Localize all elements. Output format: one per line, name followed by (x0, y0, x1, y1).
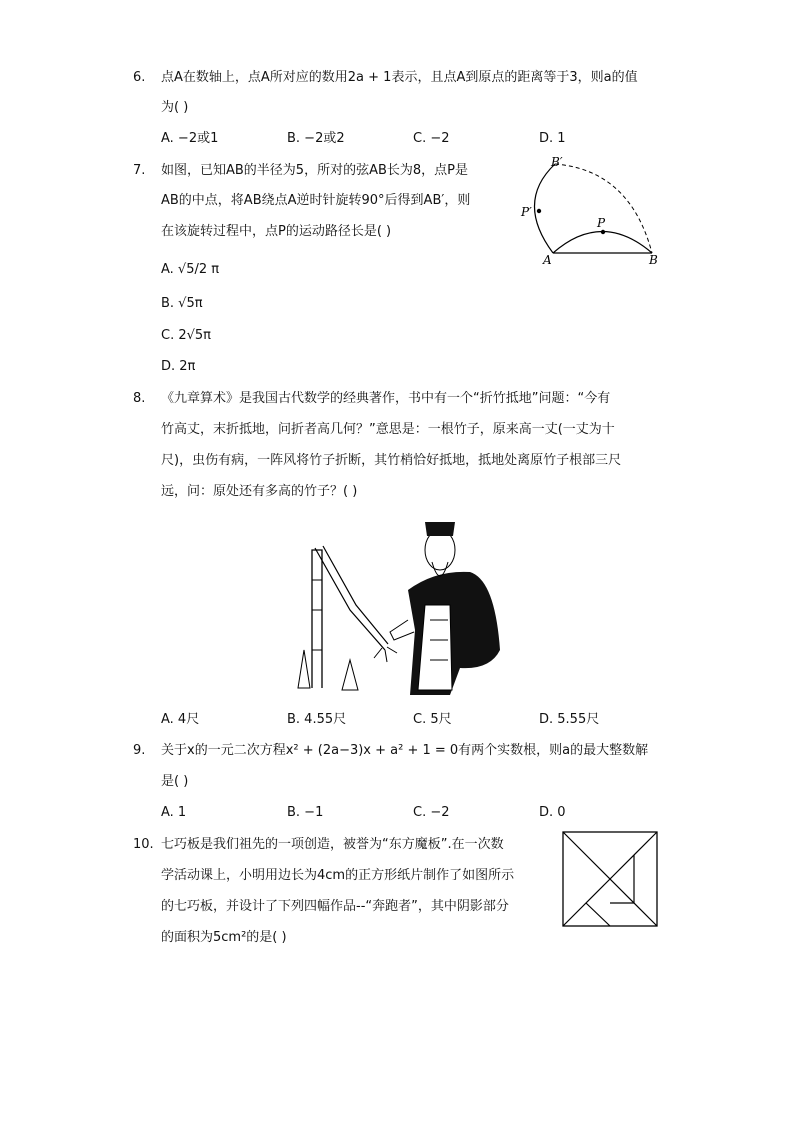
point-p-prime (537, 209, 541, 213)
q9-option-c[interactable]: C. −2 (413, 805, 450, 820)
q6-option-c[interactable]: C. −2 (413, 131, 450, 146)
q7-option-d[interactable]: D. 2π (161, 359, 196, 374)
q8-text-line3: 尺)，虫伤有病，一阵风将竹子折断，其竹梢恰好抵地，抵地处离原竹子根部三尺 (161, 453, 622, 468)
q10-text-line2: 学活动课上，小明用边长为4cm的正方形纸片制作了如图所示 (161, 868, 515, 883)
q7-text-line3: 在该旋转过程中，点P的运动路径长是( ) (161, 224, 392, 239)
q7-number: 7. (133, 163, 146, 178)
q8-text-line4: 远，问：原处还有多高的竹子？( ) (161, 484, 358, 499)
q9-option-b[interactable]: B. −1 (287, 805, 324, 820)
q6-text-line1: 点A在数轴上，点A所对应的数用2a + 1表示，且点A到原点的距离等于3，则a的值 (161, 70, 638, 85)
q8-number: 8. (133, 391, 146, 406)
label-p-prime: P′ (521, 205, 532, 219)
q9-text-line1: 关于x的一元二次方程x² + (2a−3)x + a² + 1 = 0有两个实数根，则a的最大整数解 (161, 743, 649, 758)
q10-text-line1: 七巧板是我们祖先的一项创造，被誉为“东方魔板”.在一次数 (161, 837, 504, 852)
q7-option-c[interactable]: C. 2√5π (161, 328, 211, 343)
q9-text-line2: 是( ) (161, 774, 189, 789)
q6-option-a[interactable]: A. −2或1 (161, 131, 219, 146)
point-p (601, 230, 605, 234)
q9-number: 9. (133, 743, 146, 758)
tangram-figure (562, 831, 658, 927)
q10-text-line4: 的面积为5cm²的是( ) (161, 930, 287, 945)
q8-text-line1: 《九章算术》是我国古代数学的经典著作，书中有一个“折竹抵地”问题：“今有 (161, 391, 611, 406)
q10-number: 10. (133, 837, 154, 852)
label-a: A (543, 253, 552, 267)
q7-option-b[interactable]: B. √5π (161, 296, 203, 311)
q7-text-line1: 如图，已知AB的半径为5，所对的弦AB长为8，点P是 (161, 163, 469, 178)
q8-option-c[interactable]: C. 5尺 (413, 712, 452, 727)
q7-option-a[interactable]: A. √5/2 π (161, 262, 220, 277)
q9-option-d[interactable]: D. 0 (539, 805, 566, 820)
q8-option-d[interactable]: D. 5.55尺 (539, 712, 600, 727)
q6-option-d[interactable]: D. 1 (539, 131, 566, 146)
label-b: B (649, 253, 658, 267)
q9-option-a[interactable]: A. 1 (161, 805, 187, 820)
bamboo-scholar-illustration (290, 510, 505, 700)
q8-text-line2: 竹高丈，末折抵地，问折者高几何？”意思是：一根竹子，原来高一丈(一丈为十 (161, 422, 615, 437)
q6-number: 6. (133, 70, 146, 85)
label-b-prime: B′ (551, 155, 563, 169)
label-p: P (597, 216, 606, 230)
q6-text-line2: 为( ) (161, 100, 189, 115)
q8-option-b[interactable]: B. 4.55尺 (287, 712, 347, 727)
q7-text-line2: AB的中点，将AB绕点A逆时针旋转90°后得到AB′，则 (161, 193, 471, 208)
q8-option-a[interactable]: A. 4尺 (161, 712, 200, 727)
q7-arc-figure (515, 150, 665, 270)
q10-text-line3: 的七巧板，并设计了下列四幅作品--“奔跑者”，其中阴影部分 (161, 899, 509, 914)
q6-option-b[interactable]: B. −2或2 (287, 131, 345, 146)
